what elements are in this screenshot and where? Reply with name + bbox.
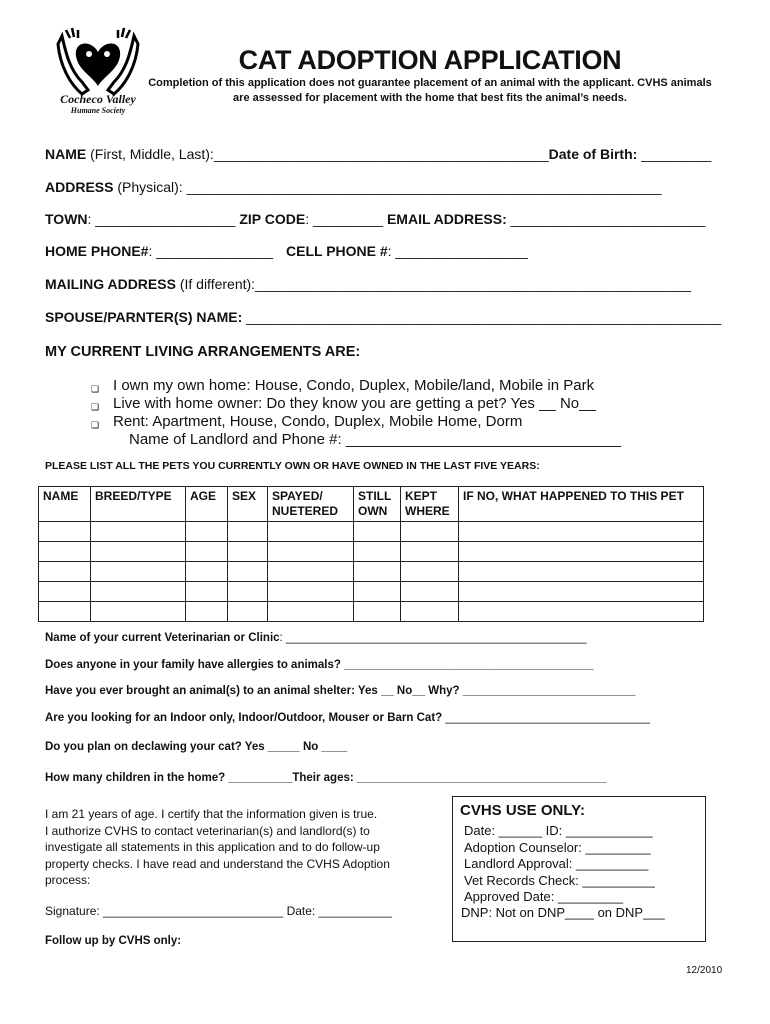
declaw-question[interactable]: Do you plan on declawing your cat? Yes _____ No ____ <box>45 741 348 753</box>
indoor-question[interactable] <box>45 711 650 726</box>
spouse-blank[interactable]: _____________________________________________________________ <box>242 309 722 325</box>
disclaimer-line-2: are assessed for placement with the home that best fits the animal’s needs. <box>233 92 627 104</box>
checkbox-icon[interactable]: ❑ <box>91 420 100 430</box>
indoor-blank[interactable]: ________________________________ <box>442 712 651 724</box>
living-option-rent-label: Rent: Apartment, House, Condo, Duplex, Mobile Home, Dorm <box>113 413 523 430</box>
table-row <box>39 562 704 582</box>
spouse-label: SPOUSE/PARNTER(S) NAME: <box>45 309 243 325</box>
col-what-happened: IF NO, WHAT HAPPENED TO THIS PET <box>459 487 704 522</box>
table-row <box>39 522 704 542</box>
indoor-label: Are you looking for an Indoor only, Indoor/Outdoor, Mouser or Barn Cat? <box>45 712 443 724</box>
cvhs-approved-date[interactable]: Approved Date: _________ <box>464 889 624 904</box>
col-name: NAME <box>39 487 91 522</box>
pets-table <box>38 486 704 622</box>
living-option-rent[interactable] <box>91 413 523 431</box>
cell-phone-label: CELL PHONE # <box>286 243 388 259</box>
name-field[interactable] <box>45 145 711 163</box>
address-field[interactable] <box>45 178 662 196</box>
logo-line-1: Cocheco Valley <box>60 92 136 106</box>
shelter-blank[interactable]: ___________________________ <box>459 685 636 697</box>
dob-blank[interactable]: _________ <box>637 146 712 162</box>
address-blank[interactable]: _____________________________________________________________ <box>186 179 662 195</box>
cert-line-3: investigate all statements in this application and to do follow-up <box>45 840 380 854</box>
dob-label: Date of Birth: <box>548 146 638 162</box>
vet-blank[interactable]: : _______________________________________________ <box>279 632 587 644</box>
cert-line-2: I authorize CVHS to contact veterinarian(s) and landlord(s) to <box>45 823 370 838</box>
col-still-own: STILL OWN <box>354 487 401 522</box>
cert-line-4: property checks. I have read and understand the CVHS Adoption <box>45 856 390 871</box>
mailing-blank[interactable]: ________________________________________________________ <box>255 276 692 292</box>
cvhs-date-id[interactable]: Date: ______ ID: ____________ <box>464 823 653 838</box>
pets-instruction: PLEASE LIST ALL THE PETS YOU CURRENTLY OWN OR HAVE OWNED IN THE LAST FIVE YEARS: <box>45 460 540 472</box>
town-label: TOWN <box>45 211 88 227</box>
revision-date: 12/2010 <box>686 965 723 976</box>
cert-line-1: I am 21 years of age. I certify that the information given is true. <box>45 807 378 821</box>
col-sex: SEX <box>228 487 268 522</box>
mailing-hint: (If different): <box>175 276 256 292</box>
vet-question[interactable] <box>45 631 587 646</box>
col-spayed: SPAYED/ NUETERED <box>268 487 354 522</box>
page-title: CAT ADOPTION APPLICATION <box>238 45 622 75</box>
spouse-field[interactable] <box>45 308 721 326</box>
children-blank[interactable]: _______________________________________ <box>353 772 607 784</box>
address-label: ADDRESS <box>45 179 114 195</box>
followup-label: Follow up by CVHS only: <box>45 935 182 947</box>
town-zip-email-row[interactable] <box>45 210 705 228</box>
table-row <box>39 602 704 622</box>
cell-phone-field[interactable] <box>286 242 528 260</box>
living-option-own-label: I own my own home: House, Condo, Duplex, Mobile/land, Mobile in Park <box>113 377 595 394</box>
mailing-label: MAILING ADDRESS <box>45 276 176 292</box>
shelter-label: Have you ever brought an animal(s) to an animal shelter: Yes __ No__ Why? <box>45 685 460 697</box>
certification-text <box>45 806 425 889</box>
email-blank[interactable]: _________________________ <box>506 211 706 227</box>
cell-phone-blank[interactable]: : _________________ <box>387 243 528 259</box>
table-row <box>39 582 704 602</box>
disclaimer-line-1: Completion of this application does not guarantee placement of an animal with the applicant. CVHS animals <box>148 77 712 89</box>
logo-text <box>50 93 146 117</box>
address-hint: (Physical): <box>113 179 187 195</box>
mailing-address-field[interactable] <box>45 275 691 293</box>
landlord-field[interactable]: Name of Landlord and Phone #: _________________________________ <box>129 431 622 448</box>
checkbox-icon[interactable]: ❑ <box>91 384 100 394</box>
home-phone-blank[interactable]: : _______________ <box>148 243 274 259</box>
zip-label: ZIP CODE <box>239 211 306 227</box>
cvhs-counselor[interactable]: Adoption Counselor: _________ <box>464 840 651 855</box>
pets-header-row <box>39 487 704 522</box>
living-heading: MY CURRENT LIVING ARRANGEMENTS ARE: <box>45 344 361 360</box>
cert-line-5: process: <box>45 873 91 887</box>
cvhs-landlord-approval[interactable]: Landlord Approval: __________ <box>464 856 649 871</box>
living-option-homeowner-label: Live with home owner: Do they know you are getting a pet? Yes __ No__ <box>113 395 596 412</box>
phone-row[interactable] <box>45 242 273 260</box>
living-option-own[interactable] <box>91 377 595 395</box>
allergies-label: Does anyone in your family have allergies to animals? <box>45 659 341 671</box>
children-question[interactable] <box>45 771 606 786</box>
vet-label: Name of your current Veterinarian or Clinic <box>45 632 280 644</box>
zip-blank[interactable]: : _________ <box>305 211 387 227</box>
hands-heart-icon <box>58 28 138 94</box>
town-blank[interactable]: : __________________ <box>87 211 240 227</box>
living-option-homeowner[interactable] <box>91 395 596 413</box>
email-label: EMAIL ADDRESS: <box>386 211 507 227</box>
name-blank[interactable]: ___________________________________________ <box>213 146 549 162</box>
allergies-question[interactable] <box>45 658 594 673</box>
home-phone-label: HOME PHONE# <box>45 243 149 259</box>
col-age: AGE <box>186 487 228 522</box>
disclaimer <box>135 76 725 106</box>
cvhs-vet-records[interactable]: Vet Records Check: __________ <box>464 873 655 888</box>
allergies-blank[interactable]: _______________________________________ <box>340 659 594 671</box>
logo-line-2: Humane Society <box>70 106 126 115</box>
signature-line[interactable]: Signature: ___________________________ Date: ___________ <box>45 904 392 918</box>
shelter-question[interactable] <box>45 684 635 699</box>
cvhs-dnp[interactable]: DNP: Not on DNP____ on DNP___ <box>461 905 665 920</box>
col-kept-where: KEPT WHERE <box>401 487 459 522</box>
name-hint: (First, Middle, Last): <box>86 146 214 162</box>
table-row <box>39 542 704 562</box>
cvhs-use-title: CVHS USE ONLY: <box>460 802 586 819</box>
name-label: NAME <box>45 146 87 162</box>
children-label: How many children in the home? __________Their ages: <box>45 772 354 784</box>
col-breed: BREED/TYPE <box>91 487 186 522</box>
checkbox-icon[interactable]: ❑ <box>91 402 100 412</box>
